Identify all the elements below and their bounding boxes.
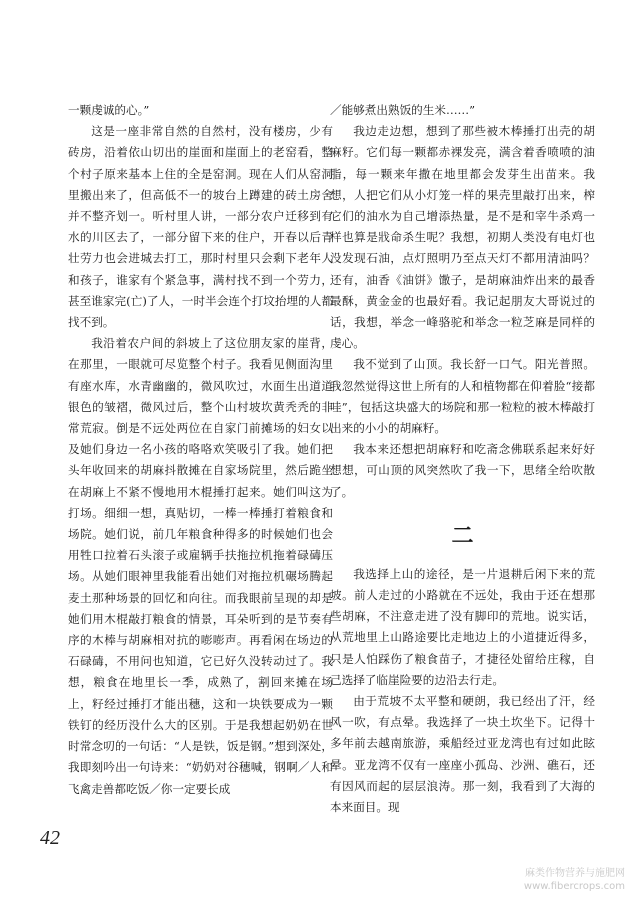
paragraph: 我本来还想把胡麻籽和吃斋念佛联系起来好好想想，可山顶的风突然吹了我一下，思绪全给吹散了。 bbox=[330, 442, 595, 499]
paragraph: 我沿着农户间的斜坡上了这位朋友家的崖背，在那里，一眼就可尽览整个村子。我看见侧面沟里有座水库，水青幽幽的，微风吹过，水面生出道道银色的皱褶，微风过后，整个山村坡坎黄秃秃的非常荒寂。倒是不远处两位在自家门前摊场的妇女以及她们身边一名小孩的咯咯欢笑吸引了我。她们把头年收回来的胡麻抖散摊在自家场院里，然后跪坐在胡麻上不紧不慢地用木棍捶打起来。她们叫这为打场。细细一想，真贴切，一棒一棒捶打着粮食和场院。她们说，前几年粮食种得多的时候她们也会用牲口拉着石头滚子或雇辆手扶拖拉机拖着碌碡压场。从她们眼神里我能看出她们对拖拉机碾场腾起麦土那种场景的回忆和向往。而我眼前呈现的却是她们用木棍敲打粮食的情景，耳朵听到的是节奏有序的木棒与胡麻相对抗的嘭嘭声。再看闲在场边的石碌碡，不用问也知道，它已好久没转动过了。我想，粮食在地里长一季，成熟了，割回来摊在场上，籽经过捶打才能出穗，这和一块铁要成为一颗铁钉的经历没什么大的区别。于是我想起奶奶在世时常念叨的一句话：“人是铁，饭是钢。”想到深处，我即刻吟出一句诗来：“奶奶对谷穗喊，钢啊／人和飞禽走兽都吃饭／你一定要长成 bbox=[68, 336, 333, 796]
watermark-url: www.fibercrops.com bbox=[523, 881, 625, 892]
section-number: 二 bbox=[451, 523, 474, 549]
paragraph: 一颗虔诚的心。” bbox=[68, 103, 150, 117]
paragraph: ／能够煮出熟饭的生米……” bbox=[330, 103, 476, 117]
watermark-title: 麻类作物营养与施肥网 bbox=[525, 868, 625, 879]
paragraph: 我选择上山的途径，是一片退耕后闲下来的荒坡。前人走过的小路就在不远处，我由于还在想那些胡麻，不注意走进了没有脚印的荒地。说实话，从荒地里上山路途要比走地边上的小道捷近得多，只是人怕踩伤了粮食苗子，才捷径处留给庄稼，自己选择了临崖险要的边沿去行走。 bbox=[330, 566, 595, 687]
paragraph: 我边走边想，想到了那些被木棒捶打出壳的胡麻籽。它们每一颗都赤裸发亮，满含着香喷喷的油脂，每一颗来年撒在地里都会发芽生出苗来。我想，人把它们从小灯笼一样的果壳里敲打出来，榨它们的油水为自己增添热量，是不是和宰牛杀鸡一样也算是戕命杀生呢？我想，初期人类没有电灯也没发现石油，点灯照明乃至点天灯不都用清油吗？还有，油香《油饼》馓子，是胡麻油炸出来的最香最酥，黄金金的也最好看。我记起朋友大哥说过的话，我想，举念一峰骆驼和举念一粒芝麻是同样的虔心。 bbox=[330, 124, 595, 351]
right-text-column bbox=[330, 100, 595, 818]
left-text-column bbox=[68, 100, 333, 800]
paragraph: 由于荒坡不太平整和硬朗，我已经出了汗，经风一吹，有点晕。我选择了一块土坎坐下。记得十多年前去越南旅游，乘船经过亚龙湾也有过如此眩晕。亚龙湾不仅有一座座小孤岛、沙洲、礁石，还有因风而起的层层浪涛。那一刻，我看到了大海的本来面目。现 bbox=[330, 694, 595, 815]
watermark bbox=[524, 867, 625, 893]
paragraph: 这是一座非常自然的自然村，没有楼房，少有砖房，沿着依山切出的崖面和崖面上的老窑看，整个村子原来基本上住的全是窑洞。现在人们从窑洞里搬出来了，但高低不一的坡台上蹲建的砖土房舍并不整齐划一。听村里人讲，一部分农户迁移到有水的川区去了，一部分留下来的住户，开春以后青壮劳力也会进城去打工，那时村里只会剩下老年人和孩子，谁家有个紧急事，满村找不到一个劳力，甚至谁家完(亡)了人，一时半会连个打坟抬埋的人都找不到。 bbox=[68, 124, 333, 330]
page-number: 42 bbox=[40, 827, 60, 849]
paragraph: 我不觉到了山顶。我长舒一口气。阳光普照。我忽然觉得这世上所有的人和植物都在仰着脸“接都哇”，包括这块盛大的场院和那一粒粒的被木棒敲打出来的小小的胡麻籽。 bbox=[330, 357, 595, 436]
